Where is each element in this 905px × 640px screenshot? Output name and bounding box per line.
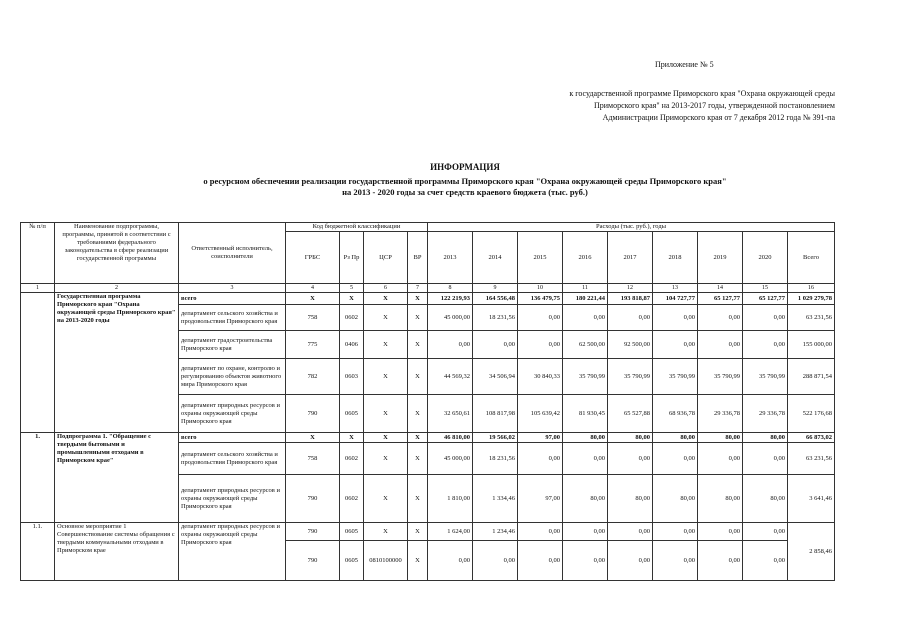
value-cell: 80,00	[653, 475, 698, 523]
total-cell: 63 231,56	[788, 305, 835, 331]
value-cell: 68 936,78	[653, 395, 698, 433]
value-cell: 0,00	[698, 443, 743, 475]
header-code-group: Код бюджетной классификации	[286, 223, 428, 232]
executor-cell: департамент природных ресурсов и охраны окружающей среды Приморского края	[179, 395, 286, 433]
grbs-cell: X	[286, 293, 340, 305]
column-number: 7	[408, 284, 428, 293]
column-number: 1	[21, 284, 55, 293]
reference-line: к государственной программе Приморского края "Охрана окружающей среды	[569, 89, 835, 98]
grbs-cell: 775	[286, 331, 340, 359]
header-name: Наименование подпрограммы, программы, принятой в соответствии с требованиями федерального законодательства в сфере реализации государственной программы	[55, 223, 179, 284]
row-num: 1.1.	[21, 523, 55, 581]
vr-cell: X	[408, 443, 428, 475]
value-cell: 0,00	[518, 541, 563, 581]
vr-cell: X	[408, 331, 428, 359]
value-cell: 0,00	[743, 305, 788, 331]
annex-label: Приложение № 5	[655, 60, 714, 69]
header-year: 2018	[653, 232, 698, 284]
value-cell: 0,00	[653, 523, 698, 541]
value-cell: 0,00	[518, 305, 563, 331]
header-grbs: ГРБС	[286, 232, 340, 284]
csr-cell: X	[364, 359, 408, 395]
row-num: 1.	[21, 433, 55, 523]
value-cell: 18 231,56	[473, 305, 518, 331]
reference-line: Администрации Приморского края от 7 декабря 2012 года № 391-па	[602, 113, 835, 122]
title-line-2: на 2013 - 2020 годы за счет средств краевого бюджета (тыс. руб.)	[342, 187, 588, 197]
value-cell: 80,00	[653, 433, 698, 443]
total-cell: 522 176,68	[788, 395, 835, 433]
value-cell: 97,00	[518, 475, 563, 523]
activity-name: Основное мероприятие 1 Совершенствование системы обращения с твердыми коммунальными отходами в Приморском крае	[55, 523, 179, 581]
csr-cell: X	[364, 395, 408, 433]
value-cell: 0,00	[698, 523, 743, 541]
rzpr-cell: 0605	[340, 395, 364, 433]
value-cell: 80,00	[563, 475, 608, 523]
value-cell: 0,00	[608, 305, 653, 331]
column-number: 4	[286, 284, 340, 293]
value-cell: 30 840,33	[518, 359, 563, 395]
value-cell: 0,00	[563, 541, 608, 581]
value-cell: 35 790,99	[608, 359, 653, 395]
column-number: 13	[653, 284, 698, 293]
header-expense-group: Расходы (тыс. руб.), годы	[428, 223, 835, 232]
value-cell: 105 639,42	[518, 395, 563, 433]
value-cell: 0,00	[518, 443, 563, 475]
value-cell: 19 566,02	[473, 433, 518, 443]
reference-line: Приморского края" на 2013-2017 годы, утвержденной постановлением	[593, 101, 835, 110]
csr-cell: 0810100000	[364, 541, 408, 581]
program-name: Государственная программа Приморского края "Охрана окружающей среды Приморского края" на 2013-2020 годы	[55, 293, 179, 433]
table-row	[21, 433, 835, 443]
value-cell: 80,00	[608, 475, 653, 523]
header-year: 2013	[428, 232, 473, 284]
value-cell: 0,00	[698, 541, 743, 581]
value-cell: 80,00	[563, 433, 608, 443]
total-cell: 63 231,56	[788, 443, 835, 475]
rzpr-cell: 0406	[340, 331, 364, 359]
value-cell: 0,00	[563, 443, 608, 475]
value-cell: 0,00	[563, 523, 608, 541]
csr-cell: X	[364, 305, 408, 331]
value-cell: 80,00	[698, 475, 743, 523]
value-cell: 80,00	[698, 433, 743, 443]
value-cell: 104 727,77	[653, 293, 698, 305]
executor-cell: департамент сельского хозяйства и продовольствия Приморского края	[179, 305, 286, 331]
vr-cell: X	[408, 523, 428, 541]
total-cell: 3 641,46	[788, 475, 835, 523]
vr-cell: X	[408, 433, 428, 443]
executor-cell: департамент природных ресурсов и охраны окружающей среды Приморского края	[179, 523, 286, 581]
column-number: 3	[179, 284, 286, 293]
value-cell: 35 790,99	[743, 359, 788, 395]
value-cell: 1 810,00	[428, 475, 473, 523]
executor-cell: департамент по охране, контролю и регулированию объектов животного мира Приморского края	[179, 359, 286, 395]
header-year: 2014	[473, 232, 518, 284]
rzpr-cell: X	[340, 293, 364, 305]
value-cell: 164 556,48	[473, 293, 518, 305]
value-cell: 0,00	[563, 305, 608, 331]
value-cell: 18 231,56	[473, 443, 518, 475]
rzpr-cell: 0602	[340, 305, 364, 331]
column-number: 15	[743, 284, 788, 293]
csr-cell: X	[364, 433, 408, 443]
column-number: 14	[698, 284, 743, 293]
header-csr: ЦСР	[364, 232, 408, 284]
csr-cell: X	[364, 293, 408, 305]
value-cell: 0,00	[698, 305, 743, 331]
vr-cell: X	[408, 475, 428, 523]
table-row	[21, 523, 835, 541]
column-number-row	[21, 284, 835, 293]
header-num: № п/п	[21, 223, 55, 284]
value-cell: 1 234,46	[473, 523, 518, 541]
value-cell: 45 000,00	[428, 305, 473, 331]
subprogram-name: Подпрограмма 1. "Обращение с твердыми бытовыми и промышленными отходами в Приморском крае"	[55, 433, 179, 523]
value-cell: 180 221,44	[563, 293, 608, 305]
column-number: 9	[473, 284, 518, 293]
csr-cell: X	[364, 475, 408, 523]
grbs-cell: 790	[286, 395, 340, 433]
executor-cell: департамент сельского хозяйства и продовольствия Приморского края	[179, 443, 286, 475]
value-cell: 65 127,77	[698, 293, 743, 305]
csr-cell: X	[364, 443, 408, 475]
rzpr-cell: X	[340, 433, 364, 443]
grbs-cell: 782	[286, 359, 340, 395]
csr-cell: X	[364, 523, 408, 541]
vr-cell: X	[408, 305, 428, 331]
executor-cell: департамент природных ресурсов и охраны окружающей среды Приморского края	[179, 475, 286, 523]
rzpr-cell: 0602	[340, 443, 364, 475]
value-cell: 0,00	[698, 331, 743, 359]
value-cell: 193 818,87	[608, 293, 653, 305]
value-cell: 0,00	[473, 331, 518, 359]
value-cell: 0,00	[608, 443, 653, 475]
title-heading: ИНФОРМАЦИЯ	[430, 162, 500, 172]
vr-cell: X	[408, 395, 428, 433]
value-cell: 80,00	[608, 433, 653, 443]
value-cell: 44 569,32	[428, 359, 473, 395]
header-rzpr: Рз Пр	[340, 232, 364, 284]
value-cell: 46 810,00	[428, 433, 473, 443]
column-number: 16	[788, 284, 835, 293]
header-year: 2020	[743, 232, 788, 284]
total-cell: 66 873,02	[788, 433, 835, 443]
value-cell: 29 336,78	[698, 395, 743, 433]
header-year: 2017	[608, 232, 653, 284]
value-cell: 35 790,99	[698, 359, 743, 395]
vr-cell: X	[408, 541, 428, 581]
column-number: 10	[518, 284, 563, 293]
value-cell: 35 790,99	[563, 359, 608, 395]
value-cell: 0,00	[743, 443, 788, 475]
grbs-cell: 790	[286, 541, 340, 581]
header-year: 2016	[563, 232, 608, 284]
value-cell: 0,00	[608, 541, 653, 581]
rzpr-cell: 0605	[340, 541, 364, 581]
csr-cell: X	[364, 331, 408, 359]
total-cell: 155 000,00	[788, 331, 835, 359]
value-cell: 45 000,00	[428, 443, 473, 475]
rzpr-cell: 0603	[340, 359, 364, 395]
executor-cell: всего	[179, 433, 286, 443]
column-number: 12	[608, 284, 653, 293]
grbs-cell: 790	[286, 523, 340, 541]
total-cell: 288 871,54	[788, 359, 835, 395]
header-executor: Ответственный исполнитель, соисполнители	[179, 223, 286, 284]
rzpr-cell: 0605	[340, 523, 364, 541]
grbs-cell: 790	[286, 475, 340, 523]
value-cell: 1 624,00	[428, 523, 473, 541]
value-cell: 122 219,93	[428, 293, 473, 305]
value-cell: 80,00	[743, 475, 788, 523]
value-cell: 0,00	[428, 541, 473, 581]
grbs-cell: X	[286, 433, 340, 443]
value-cell: 0,00	[518, 331, 563, 359]
title-line-1: о ресурсном обеспечении реализации государственной программы Приморского края "Охрана окружающей среды Приморского края"	[203, 176, 727, 186]
value-cell: 136 479,75	[518, 293, 563, 305]
rzpr-cell: 0602	[340, 475, 364, 523]
grbs-cell: 758	[286, 305, 340, 331]
value-cell: 0,00	[653, 331, 698, 359]
value-cell: 0,00	[428, 331, 473, 359]
total-cell: 1 029 279,78	[788, 293, 835, 305]
value-cell: 0,00	[518, 523, 563, 541]
value-cell: 34 506,94	[473, 359, 518, 395]
value-cell: 0,00	[743, 541, 788, 581]
value-cell: 0,00	[653, 443, 698, 475]
value-cell: 0,00	[653, 305, 698, 331]
vr-cell: X	[408, 293, 428, 305]
document-title	[120, 162, 810, 198]
value-cell: 35 790,99	[653, 359, 698, 395]
resource-table	[20, 222, 835, 581]
value-cell: 65 527,88	[608, 395, 653, 433]
value-cell: 0,00	[743, 331, 788, 359]
header-year: 2019	[698, 232, 743, 284]
value-cell: 65 127,77	[743, 293, 788, 305]
column-number: 11	[563, 284, 608, 293]
header-vr: ВР	[408, 232, 428, 284]
value-cell: 108 817,98	[473, 395, 518, 433]
value-cell: 32 650,61	[428, 395, 473, 433]
value-cell: 0,00	[653, 541, 698, 581]
executor-cell: всего	[179, 293, 286, 305]
grbs-cell: 758	[286, 443, 340, 475]
value-cell: 0,00	[743, 523, 788, 541]
header-year: 2015	[518, 232, 563, 284]
value-cell: 62 500,00	[563, 331, 608, 359]
header-total: Всего	[788, 232, 835, 284]
column-number: 6	[364, 284, 408, 293]
value-cell: 97,00	[518, 433, 563, 443]
column-number: 5	[340, 284, 364, 293]
table-row	[21, 293, 835, 305]
column-number: 8	[428, 284, 473, 293]
vr-cell: X	[408, 359, 428, 395]
value-cell: 0,00	[608, 523, 653, 541]
column-number: 2	[55, 284, 179, 293]
value-cell: 81 930,45	[563, 395, 608, 433]
value-cell: 80,00	[743, 433, 788, 443]
row-num	[21, 293, 55, 433]
reference-block	[520, 88, 835, 124]
value-cell: 1 334,46	[473, 475, 518, 523]
total-cell: 2 858,46	[788, 523, 835, 581]
executor-cell: департамент градостроительства Приморского края	[179, 331, 286, 359]
value-cell: 0,00	[473, 541, 518, 581]
value-cell: 29 336,78	[743, 395, 788, 433]
value-cell: 92 500,00	[608, 331, 653, 359]
